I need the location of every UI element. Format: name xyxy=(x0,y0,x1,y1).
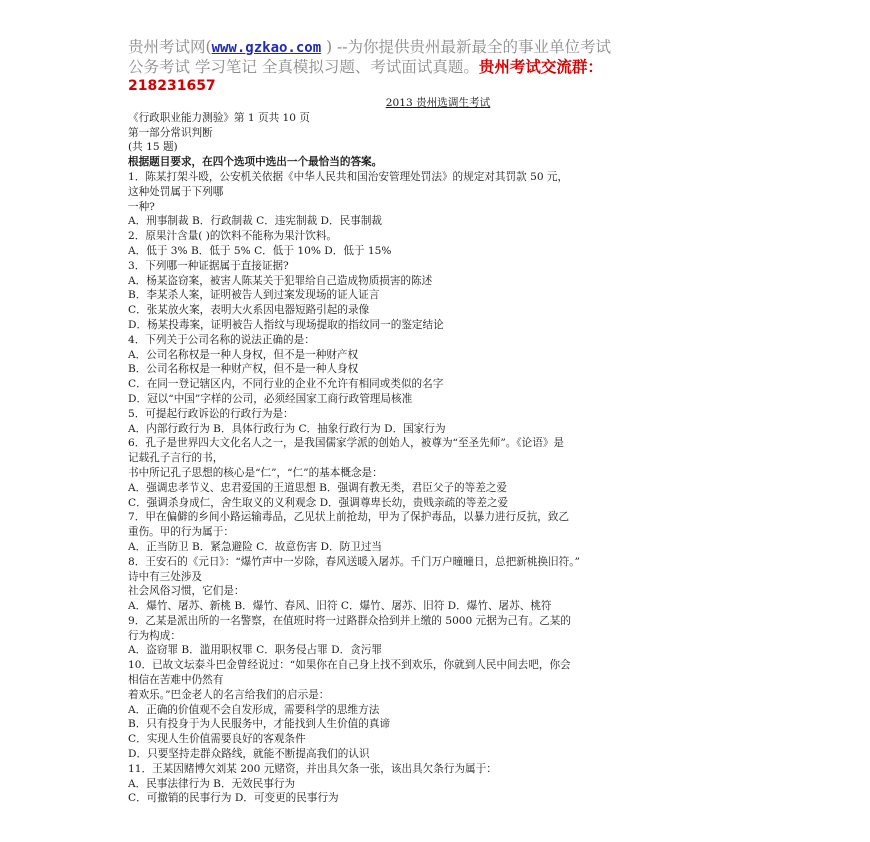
page-info: 《行政职业能力测验》第 1 页共 10 页 xyxy=(128,111,311,124)
header-line-2-text: 公务考试 学习笔记 全真模拟习题、考试面试真题。 xyxy=(128,58,479,76)
text-line: A．内部行政行为 B．具体行政行为 C．抽象行政行为 D．国家行为 xyxy=(128,422,446,435)
text-line: 书中所记孔子思想的核心是“仁”，“仁”的基本概念是： xyxy=(128,466,383,479)
text-line: 1．陈某打架斗殴，公安机关依据《中华人民共和国治安管理处罚法》的规定对其罚款 50 元， xyxy=(128,170,569,183)
text-line: 诗中有三处涉及 xyxy=(128,570,203,583)
header-line-1 xyxy=(128,38,768,58)
text-line: 一种? xyxy=(128,200,155,213)
text-line: A．公司名称权是一种人身权，但不是一种财产权 xyxy=(128,348,359,361)
text-line: A．正当防卫 B．紧急避险 C．故意伤害 D．防卫过当 xyxy=(128,540,383,553)
text-line: C．在同一登记辖区内，不同行业的企业不允许有相同或类似的名字 xyxy=(128,378,444,391)
text-line: 3．下列哪一种证据属于直接证据? xyxy=(128,259,289,272)
text-line: A．正确的价值观不会自发形成，需要科学的思维方法 xyxy=(128,703,380,716)
text-line: 2．原果汁含量( )的饮料不能称为果汁饮料。 xyxy=(128,230,338,243)
text-line: 8．王安石的《元日》：“爆竹声中一岁除，春风送暖入屠苏。千门万户曈曈日，总把新桃换旧符。” xyxy=(128,555,580,568)
text-line: 社会风俗习惯，它们是： xyxy=(128,585,245,598)
text-line: 9．乙某是派出所的一名警察，在值班时将一过路群众拾到并上缴的 5000 元据为己有。乙某的 xyxy=(128,614,571,627)
instruction: 根据题目要求，在四个选项中选出一个最恰当的答案。 xyxy=(128,156,383,169)
text-line: B．只有投身于为人民服务中，才能找到人生价值的真谛 xyxy=(128,718,391,731)
text-line: 6．孔子是世界四大文化名人之一，是我国儒家学派的创始人，被尊为“至圣先师”。《论语》是 xyxy=(128,437,565,450)
group-label: 贵州考试交流群： xyxy=(478,58,603,76)
header-site-prefix: 贵州考试网( xyxy=(128,38,212,56)
text-line: A．民事法律行为 B．无效民事行为 xyxy=(128,777,296,790)
document-body xyxy=(128,96,748,806)
text-line: A．低于 3% B．低于 5% C．低于 10% D．低于 15% xyxy=(128,244,392,257)
text-line: 行为构成： xyxy=(128,629,181,642)
site-header xyxy=(128,38,768,96)
header-site-suffix: ) --为你提供贵州最新最全的事业单位考试 xyxy=(321,38,612,56)
text-line: B．李某杀人案，证明被告人到过案发现场的证人证言 xyxy=(128,289,380,302)
text-line: C．实现人生价值需要良好的客观条件 xyxy=(128,733,306,746)
text-line: 相信在苦难中仍然有 xyxy=(128,674,224,687)
text-line: C．可撤销的民事行为 D．可变更的民事行为 xyxy=(128,792,339,805)
text-line: A．盗窃罪 B．滥用职权罪 C．职务侵占罪 D．贪污罪 xyxy=(128,644,383,657)
site-url-link[interactable]: www.gzkao.com xyxy=(211,40,322,56)
group-number: 218231657 xyxy=(128,78,216,94)
text-line: D．杨某投毒案，证明被告人指纹与现场提取的指纹同一的鉴定结论 xyxy=(128,318,444,331)
text-line: 5．可提起行政诉讼的行政行为是： xyxy=(128,407,294,420)
text-line: B．公司名称权是一种财产权，但不是一种人身权 xyxy=(128,363,359,376)
text-line: 4．下列关于公司名称的说法正确的是： xyxy=(128,333,315,346)
doc-title: 2013 贵州选调生考试 xyxy=(385,97,491,109)
question-list xyxy=(128,170,748,806)
text-line: C．强调杀身成仁，舍生取义的义利观念 D．强调尊卑长幼，贵贱亲疏的等差之爱 xyxy=(128,496,509,509)
text-line: 这种处罚属于下列哪 xyxy=(128,185,224,198)
text-line: A．爆竹、屠苏、新桃 B．爆竹、春风、旧符 C．爆竹、屠苏、旧符 D．爆竹、屠苏、桃符 xyxy=(128,600,552,613)
text-line: D．冠以“中国”字样的公司，必须经国家工商行政管理局核准 xyxy=(128,392,413,405)
text-line: 11．王某因赌博欠刘某 200 元赌资，并出具欠条一张，该出具欠条行为属于： xyxy=(128,762,497,775)
text-line: A．强调忠孝节义、忠君爱国的王道思想 B．强调有教无类，君臣父子的等差之爱 xyxy=(128,481,507,494)
text-line: D．只要坚持走群众路线，就能不断提高我们的认识 xyxy=(128,748,370,761)
text-line: A．杨某盗窃案，被害人陈某关于犯罪给自己造成物质损害的陈述 xyxy=(128,274,433,287)
text-line: 记载孔子言行的书， xyxy=(128,452,224,465)
text-line: 着欢乐。”巴金老人的名言给我们的启示是： xyxy=(128,688,330,701)
text-line: 重伤。甲的行为属于： xyxy=(128,526,234,539)
text-line: A．刑事制裁 B．行政制裁 C．违宪制裁 D．民事制裁 xyxy=(128,215,383,228)
text-line: 10．已故文坛泰斗巴金曾经说过：“如果你在自己身上找不到欢乐，你就到人民中间去吧，你会 xyxy=(128,659,571,672)
question-count: (共 15 题) xyxy=(128,141,178,154)
text-line: C．张某放火案，表明大火系因电器短路引起的录像 xyxy=(128,304,370,317)
section-heading: 第一部分常识判断 xyxy=(128,126,213,139)
text-line: 7．甲在偏僻的乡间小路运输毒品，乙见状上前抢劫，甲为了保护毒品，以暴力进行反抗，致乙 xyxy=(128,511,570,524)
header-line-2 xyxy=(128,58,768,77)
